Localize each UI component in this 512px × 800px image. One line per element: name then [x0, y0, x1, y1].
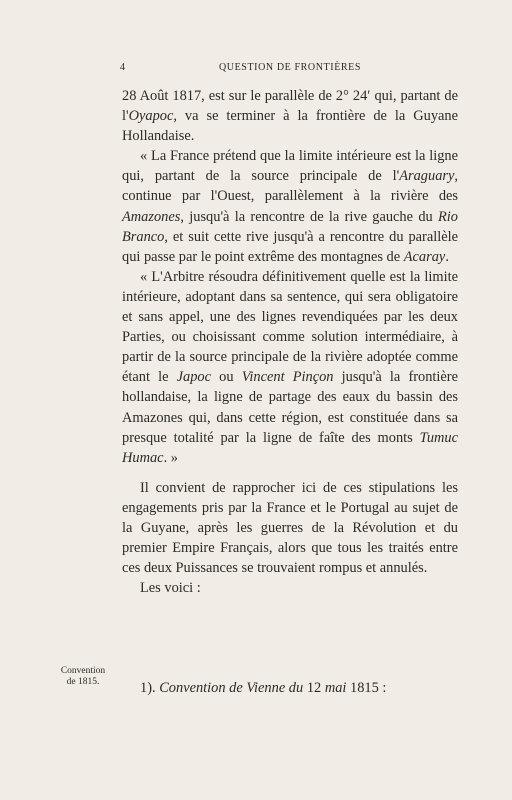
- running-title: QUESTION DE FRONTIÈRES: [218, 62, 362, 73]
- margin-note-line: Convention: [60, 666, 106, 676]
- margin-note: [48, 666, 118, 688]
- paragraph-1: [122, 86, 458, 146]
- place-name: Acaray: [403, 248, 446, 265]
- item-day: 12: [306, 680, 322, 696]
- item-year: 1815 :: [350, 680, 387, 696]
- place-name: Vincent Pinçon: [241, 369, 334, 386]
- text-run: , jusqu'à la rencontre de la rive gauche du: [180, 208, 439, 225]
- item-month: mai: [324, 680, 347, 696]
- text-run: , et suit cette rive jusqu'à a rencontre du parallèle qui passe par le point extrême des montagnes de: [122, 228, 458, 265]
- running-header: [120, 62, 460, 78]
- place-name: Rio Branco: [122, 208, 458, 245]
- item-number: 1).: [140, 680, 156, 696]
- text-run: 28 Août 1817, est sur le parallèle de 2° 24′ qui, partant de l': [122, 88, 458, 125]
- paragraph-5: [122, 578, 458, 598]
- body-text: [122, 86, 458, 598]
- margin-note-line: de 1815.: [66, 677, 100, 687]
- text-run: Les voici :: [140, 580, 201, 597]
- text-run: . »: [163, 449, 178, 466]
- paragraph-2: [122, 146, 458, 267]
- text-run: ou: [211, 369, 242, 386]
- text-run: .: [445, 248, 449, 265]
- place-name: Oyapoc: [128, 108, 174, 125]
- text-run: , va se terminer à la frontière de la Guyane Hollandaise.: [122, 108, 458, 145]
- place-name: Japoc: [176, 369, 212, 386]
- text-run: « L'Arbitre résoudra définitivement quelle est la limite intérieure, adoptant dans sa sentence, qui sera obligatoire et sans appel, une des lignes revendiquées par les deux Parties, ou choisissant comme solution intermédiaire, à partir de la source principale de la rivière adoptée comme étant le: [122, 268, 458, 386]
- enumerated-item: [122, 678, 458, 698]
- place-name: Tumuc Humac: [122, 429, 458, 466]
- item-text: Convention de Vienne du: [159, 680, 304, 696]
- text-run: « La France prétend que la limite intérieure est la ligne qui, partant de la source principale de l': [122, 148, 458, 185]
- text-run: Il convient de rapprocher ici de ces stipulations les engagements pris par la France et le Portugal au sujet de la Guyane, après les guerres de la Révolution et du premier Empire Français, alors que tous les traités entre ces deux Puissances se trouvaient rompus et annulés.: [122, 479, 458, 577]
- paragraph-3: [122, 267, 458, 468]
- page-number: 4: [120, 62, 126, 73]
- text-run: jusqu'à la frontière hollandaise, la ligne de partage des eaux du bassin des Amazones qui, dans cette région, est constituée dans sa presque totalité par la ligne de faîte des monts: [122, 369, 458, 446]
- text-run: , continue par l'Ouest, parallèlement à la rivière des: [122, 168, 458, 205]
- place-name: Araguary: [399, 168, 455, 185]
- paragraph-4: [122, 478, 458, 578]
- place-name: Amazones: [122, 208, 181, 225]
